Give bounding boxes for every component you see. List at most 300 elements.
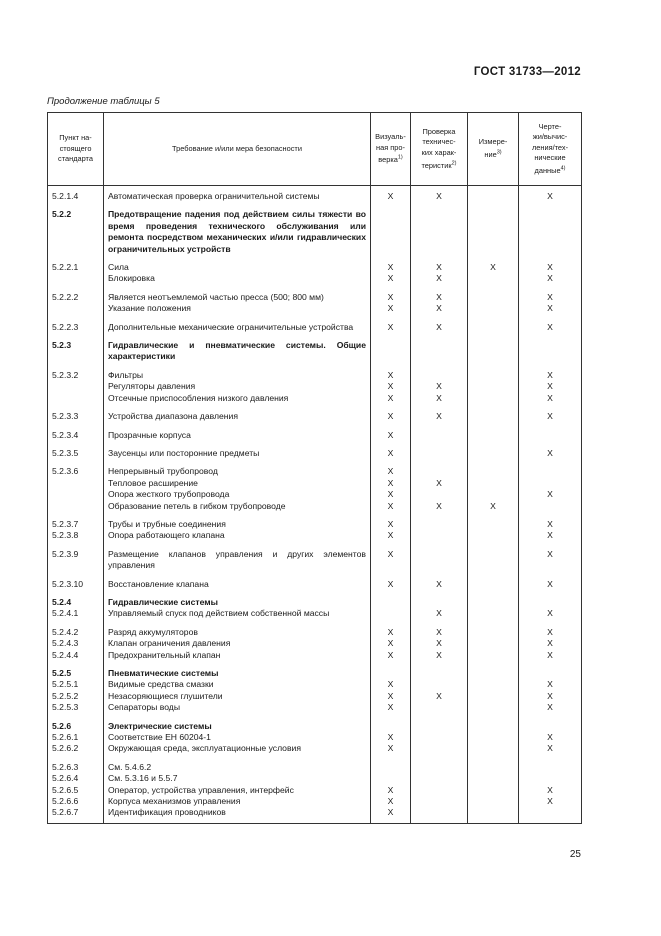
check-mark: Х <box>547 369 553 380</box>
check-mark: Х <box>436 392 442 403</box>
cell-requirement <box>104 594 371 624</box>
requirement-text: Видимые средства смазки <box>108 679 214 690</box>
check-mark: Х <box>387 500 394 511</box>
check-mark <box>411 370 467 381</box>
cell-point <box>48 259 104 289</box>
cell-tech-check <box>411 319 468 337</box>
check-mark: Х <box>436 500 442 511</box>
requirement-text: Оператор, устройства управления, интерфейс <box>108 784 294 795</box>
col-header-measurement <box>468 113 519 186</box>
table-body <box>48 186 582 824</box>
cell-measurement <box>468 186 519 207</box>
requirement-text: Предохранительный клапан <box>108 649 221 660</box>
cell-visual-check <box>371 759 411 824</box>
cell-tech-check <box>411 337 468 367</box>
requirement-text: Прозрачные корпуса <box>108 429 191 440</box>
requirement-text: Отсечные приспособления низкого давления <box>108 392 289 403</box>
col-header-line: ления/тех- <box>531 142 569 152</box>
check-mark: Х <box>387 392 394 403</box>
check-mark: Х <box>547 702 553 713</box>
col-header-line: Проверка <box>422 126 456 136</box>
cell-tech-check <box>411 408 468 426</box>
check-mark: Х <box>387 690 394 701</box>
cell-drawings <box>519 718 582 759</box>
cell-drawings <box>519 546 582 576</box>
cell-drawings <box>519 259 582 289</box>
check-mark: Х <box>387 679 394 690</box>
requirement-text: Опора работающего клапана <box>108 530 225 541</box>
point-number: 5.2.3 <box>52 340 72 351</box>
table-row <box>48 463 582 516</box>
check-mark: Х <box>387 321 394 332</box>
requirement-text: Предотвращение падения под действием силы тяжести во время проведения технического обслуживания или ремонта посредством механических и/или гидравлических ограничительных устройств <box>108 209 366 254</box>
check-mark <box>519 721 581 732</box>
cell-measurement <box>468 546 519 576</box>
cell-drawings <box>519 445 582 463</box>
table-row <box>48 624 582 665</box>
cell-visual-check <box>371 408 411 426</box>
check-mark <box>519 478 581 489</box>
check-mark: Х <box>547 392 553 403</box>
requirement-text: Корпуса механизмов управления <box>108 796 241 807</box>
point-number: 5.2.3.5 <box>52 447 79 458</box>
cell-tech-check <box>411 463 468 516</box>
check-mark: Х <box>490 262 496 273</box>
check-mark: Х <box>547 626 553 637</box>
cell-point <box>48 337 104 367</box>
cell-requirement <box>104 546 371 576</box>
cell-measurement <box>468 576 519 594</box>
point-number: 5.2.3.10 <box>52 578 84 589</box>
check-mark: Х <box>387 447 394 458</box>
cell-tech-check <box>411 206 468 259</box>
check-mark <box>371 668 410 679</box>
requirement-text: Является неотъемлемой частью пресса (500; 800 мм) <box>108 291 324 302</box>
check-mark: Х <box>387 273 394 284</box>
check-mark: Х <box>436 626 442 637</box>
check-mark <box>519 597 581 608</box>
point-number: 5.2.3.6 <box>52 466 79 477</box>
check-mark: Х <box>436 381 442 392</box>
check-mark: Х <box>387 381 394 392</box>
table-row <box>48 594 582 624</box>
cell-point <box>48 408 104 426</box>
cell-requirement <box>104 427 371 445</box>
check-mark: Х <box>547 784 553 795</box>
cell-point <box>48 546 104 576</box>
check-mark: Х <box>387 638 394 649</box>
check-mark: Х <box>547 447 553 458</box>
cell-visual-check <box>371 206 411 259</box>
requirement-text: Идентификация проводников <box>108 807 226 818</box>
cell-measurement <box>468 594 519 624</box>
col-header-line: Пункт на- <box>59 133 92 143</box>
requirement-text: Соответствие ЕН 60204-1 <box>108 732 211 743</box>
check-mark: Х <box>436 262 442 273</box>
cell-measurement <box>468 319 519 337</box>
cell-point <box>48 186 104 207</box>
requirement-text: Регуляторы давления <box>108 381 196 392</box>
check-mark: Х <box>387 626 394 637</box>
point-number: 5.2.6.1 <box>52 732 79 743</box>
cell-requirement <box>104 718 371 759</box>
cell-visual-check <box>371 445 411 463</box>
requirement-text: Опора жесткого трубопровода <box>108 489 230 500</box>
check-mark: Х <box>387 191 394 201</box>
cell-tech-check <box>411 367 468 408</box>
col-header-line: Черте- <box>538 121 562 131</box>
cell-drawings <box>519 576 582 594</box>
table-row <box>48 186 582 207</box>
requirement-text: Размещение клапанов управления и других элементов управления <box>108 548 366 571</box>
table-row <box>48 319 582 337</box>
requirement-text: Сила <box>108 262 129 273</box>
cell-measurement <box>468 445 519 463</box>
check-mark: Х <box>436 649 442 660</box>
check-mark: Х <box>490 500 496 511</box>
check-mark: Х <box>387 489 394 500</box>
cell-visual-check <box>371 463 411 516</box>
check-mark: Х <box>436 321 442 332</box>
cell-measurement <box>468 427 519 445</box>
cell-visual-check <box>371 319 411 337</box>
cell-point <box>48 289 104 319</box>
check-mark: Х <box>547 518 553 529</box>
check-mark <box>519 501 581 512</box>
cell-drawings <box>519 289 582 319</box>
cell-measurement <box>468 408 519 426</box>
table-row <box>48 289 582 319</box>
requirement-text: Разряд аккумуляторов <box>108 626 198 637</box>
cell-point <box>48 427 104 445</box>
point-number: 5.2.6.5 <box>52 784 79 795</box>
cell-requirement <box>104 259 371 289</box>
col-header-line: теристик$^{2)}$ <box>421 160 457 170</box>
check-mark: Х <box>387 530 394 541</box>
page-number: 25 <box>569 849 581 860</box>
cell-visual-check <box>371 665 411 718</box>
check-mark: Х <box>547 191 553 201</box>
cell-point <box>48 445 104 463</box>
point-number: 5.2.5.2 <box>52 690 79 701</box>
check-mark: Х <box>436 477 442 488</box>
requirement-text: Устройства диапазона давления <box>108 411 238 422</box>
cell-requirement <box>104 759 371 824</box>
check-mark: Х <box>387 796 394 807</box>
cell-visual-check <box>371 427 411 445</box>
requirement-text: Фильтры <box>108 369 144 380</box>
check-mark <box>371 721 410 732</box>
check-mark: Х <box>387 303 394 314</box>
point-number: 5.2.4.4 <box>52 649 79 660</box>
point-number: 5.2.5.1 <box>52 679 79 690</box>
check-mark <box>411 702 467 713</box>
cell-measurement <box>468 624 519 665</box>
table-row <box>48 576 582 594</box>
cell-measurement <box>468 367 519 408</box>
table-row <box>48 445 582 463</box>
check-mark: Х <box>387 548 394 559</box>
check-mark: Х <box>387 784 394 795</box>
col-header-drawings <box>519 113 582 186</box>
check-mark: Х <box>436 273 442 284</box>
point-number: 5.2.2.1 <box>52 262 79 273</box>
requirement-text: Гидравлические системы <box>108 596 218 607</box>
point-number: 5.2.6.3 <box>52 761 79 772</box>
point-number: 5.2.2 <box>52 209 72 220</box>
point-number: 5.2.5.3 <box>52 702 79 713</box>
col-header-line: данные$^{4)}$ <box>534 165 566 175</box>
check-mark: Х <box>436 690 442 701</box>
cell-requirement <box>104 445 371 463</box>
point-number: 5.2.3.2 <box>52 369 79 380</box>
cell-measurement <box>468 206 519 259</box>
requirement-text: Непрерывный трубопровод <box>108 466 218 477</box>
point-number: 5.2.6.2 <box>52 743 79 754</box>
table-row <box>48 206 582 259</box>
check-mark <box>371 762 410 773</box>
check-mark: Х <box>436 291 442 302</box>
cell-point <box>48 759 104 824</box>
col-header-line: Визуаль- <box>375 132 406 142</box>
cell-visual-check <box>371 546 411 576</box>
cell-visual-check <box>371 594 411 624</box>
col-header-line: жи/вычис- <box>532 132 568 142</box>
point-number: 5.2.6 <box>52 720 72 731</box>
point-number: 5.2.4.1 <box>52 608 79 619</box>
point-number: 5.2.5 <box>52 668 72 678</box>
point-number: 5.2.1.4 <box>52 191 79 201</box>
cell-requirement <box>104 319 371 337</box>
cell-measurement <box>468 289 519 319</box>
table-continuation-caption: Продолжение таблицы 5 <box>47 96 160 107</box>
cell-requirement <box>104 463 371 516</box>
check-mark: Х <box>387 477 394 488</box>
check-mark: Х <box>547 411 553 422</box>
point-number: 5.2.6.6 <box>52 796 79 807</box>
point-number: 5.2.3.4 <box>52 429 79 440</box>
cell-point <box>48 718 104 759</box>
check-mark <box>468 478 518 489</box>
col-header-line: стандарта <box>58 154 93 164</box>
check-mark: Х <box>547 796 553 807</box>
col-header-requirement <box>104 113 371 186</box>
cell-drawings <box>519 516 582 546</box>
check-mark: Х <box>547 262 553 273</box>
cell-requirement <box>104 516 371 546</box>
check-mark: Х <box>547 321 553 332</box>
check-mark: Х <box>547 548 553 559</box>
requirements-table <box>47 112 582 824</box>
check-mark <box>371 608 410 619</box>
cell-tech-check <box>411 624 468 665</box>
cell-requirement <box>104 408 371 426</box>
check-mark: Х <box>547 273 553 284</box>
cell-point <box>48 367 104 408</box>
check-mark <box>468 466 518 477</box>
cell-visual-check <box>371 576 411 594</box>
cell-requirement <box>104 337 371 367</box>
col-header-line: верка$^{1)}$ <box>378 155 403 165</box>
table-header-row <box>48 113 582 186</box>
check-mark: Х <box>547 649 553 660</box>
check-mark: Х <box>387 411 394 422</box>
cell-requirement <box>104 624 371 665</box>
requirement-text: Блокировка <box>108 273 155 284</box>
check-mark: Х <box>387 743 394 754</box>
col-header-line: Измере- <box>478 137 508 147</box>
check-mark <box>411 668 467 679</box>
check-mark <box>468 489 518 500</box>
cell-point <box>48 594 104 624</box>
check-mark: Х <box>387 369 394 380</box>
check-mark: Х <box>547 608 553 619</box>
cell-tech-check <box>411 665 468 718</box>
cell-drawings <box>519 665 582 718</box>
cell-requirement <box>104 186 371 207</box>
table-row <box>48 759 582 824</box>
cell-tech-check <box>411 718 468 759</box>
requirement-text: Управляемый спуск под действием собственной массы <box>108 608 330 619</box>
col-header-line: техничес- <box>422 137 456 147</box>
requirement-text: Восстановление клапана <box>108 578 209 589</box>
table-row <box>48 259 582 289</box>
check-mark: Х <box>387 578 394 589</box>
check-mark: Х <box>436 578 442 589</box>
check-mark: Х <box>547 291 553 302</box>
check-mark: Х <box>387 291 394 302</box>
cell-drawings <box>519 367 582 408</box>
check-mark: Х <box>387 649 394 660</box>
requirement-text: Дополнительные механические ограничительные устройства <box>108 321 354 332</box>
cell-tech-check <box>411 516 468 546</box>
cell-requirement <box>104 665 371 718</box>
point-number: 5.2.3.9 <box>52 548 79 559</box>
cell-visual-check <box>371 718 411 759</box>
check-mark <box>411 466 467 477</box>
check-mark <box>519 762 581 773</box>
check-mark: Х <box>547 638 553 649</box>
point-number: 5.2.4.3 <box>52 638 79 649</box>
point-number: 5.2.3.7 <box>52 518 79 529</box>
cell-measurement <box>468 665 519 718</box>
cell-measurement <box>468 516 519 546</box>
cell-tech-check <box>411 259 468 289</box>
cell-drawings <box>519 319 582 337</box>
cell-drawings <box>519 427 582 445</box>
cell-measurement <box>468 259 519 289</box>
check-mark: Х <box>387 466 394 477</box>
cell-requirement <box>104 576 371 594</box>
cell-visual-check <box>371 516 411 546</box>
cell-tech-check <box>411 289 468 319</box>
check-mark: Х <box>547 732 553 743</box>
check-mark: Х <box>547 743 553 754</box>
requirement-text: Автоматическая проверка ограничительной системы <box>108 191 320 201</box>
cell-visual-check <box>371 367 411 408</box>
cell-drawings <box>519 759 582 824</box>
requirement-text: Электрические системы <box>108 720 212 731</box>
table-row <box>48 546 582 576</box>
standard-designation: ГОСТ 31733—2012 <box>473 66 581 78</box>
cell-measurement <box>468 337 519 367</box>
requirement-text: Указание положения <box>108 303 191 314</box>
check-mark <box>519 466 581 477</box>
cell-visual-check <box>371 186 411 207</box>
requirement-text: Тепловое расширение <box>108 477 198 488</box>
cell-visual-check <box>371 289 411 319</box>
check-mark: Х <box>436 411 442 422</box>
table-row <box>48 718 582 759</box>
point-number: 5.2.3.3 <box>52 411 79 422</box>
point-number: 5.2.6.4 <box>52 773 79 784</box>
cell-tech-check <box>411 576 468 594</box>
cell-tech-check <box>411 546 468 576</box>
cell-drawings <box>519 206 582 259</box>
point-number: 5.2.3.8 <box>52 530 79 541</box>
col-header-line: нические <box>534 153 566 163</box>
check-mark <box>519 668 581 679</box>
cell-tech-check <box>411 445 468 463</box>
requirement-text: Заусенцы или посторонние предметы <box>108 447 260 458</box>
cell-drawings <box>519 408 582 426</box>
check-mark <box>411 489 467 500</box>
check-mark: Х <box>547 578 553 589</box>
check-mark <box>411 597 467 608</box>
requirement-text: Трубы и трубные соединения <box>108 518 226 529</box>
check-mark <box>371 597 410 608</box>
cell-requirement <box>104 367 371 408</box>
cell-drawings <box>519 186 582 207</box>
requirement-text: Сепараторы воды <box>108 702 181 713</box>
check-mark: Х <box>547 303 553 314</box>
cell-tech-check <box>411 759 468 824</box>
requirement-text: Образование петель в гибком трубопроводе <box>108 500 286 511</box>
cell-requirement <box>104 289 371 319</box>
cell-point <box>48 463 104 516</box>
col-header-tech-check <box>411 113 468 186</box>
point-number: 5.2.2.2 <box>52 291 79 302</box>
cell-point <box>48 624 104 665</box>
cell-measurement <box>468 759 519 824</box>
check-mark: Х <box>387 732 394 743</box>
col-header-line: Требование и/или мера безопасности <box>172 143 302 153</box>
col-header-point <box>48 113 104 186</box>
check-mark: Х <box>387 518 394 529</box>
check-mark <box>371 773 410 784</box>
col-header-line: ние$^{3)}$ <box>484 149 502 160</box>
cell-requirement <box>104 206 371 259</box>
point-number: 5.2.2.3 <box>52 321 79 332</box>
check-mark: Х <box>547 489 553 500</box>
table-row <box>48 516 582 546</box>
cell-tech-check <box>411 427 468 445</box>
check-mark: Х <box>547 530 553 541</box>
requirement-text: Гидравлические и пневматические системы. Общие характеристики <box>108 340 366 362</box>
table-row <box>48 427 582 445</box>
table-row <box>48 665 582 718</box>
table-row <box>48 408 582 426</box>
cell-tech-check <box>411 186 468 207</box>
cell-visual-check <box>371 337 411 367</box>
requirement-text: Пневматические системы <box>108 668 219 678</box>
requirement-text: Незасоряющиеся глушители <box>108 690 223 701</box>
cell-drawings <box>519 594 582 624</box>
requirement-text: Клапан ограничения давления <box>108 638 231 649</box>
point-number: 5.2.4 <box>52 596 72 607</box>
check-mark: Х <box>436 191 442 201</box>
check-mark <box>519 807 581 818</box>
